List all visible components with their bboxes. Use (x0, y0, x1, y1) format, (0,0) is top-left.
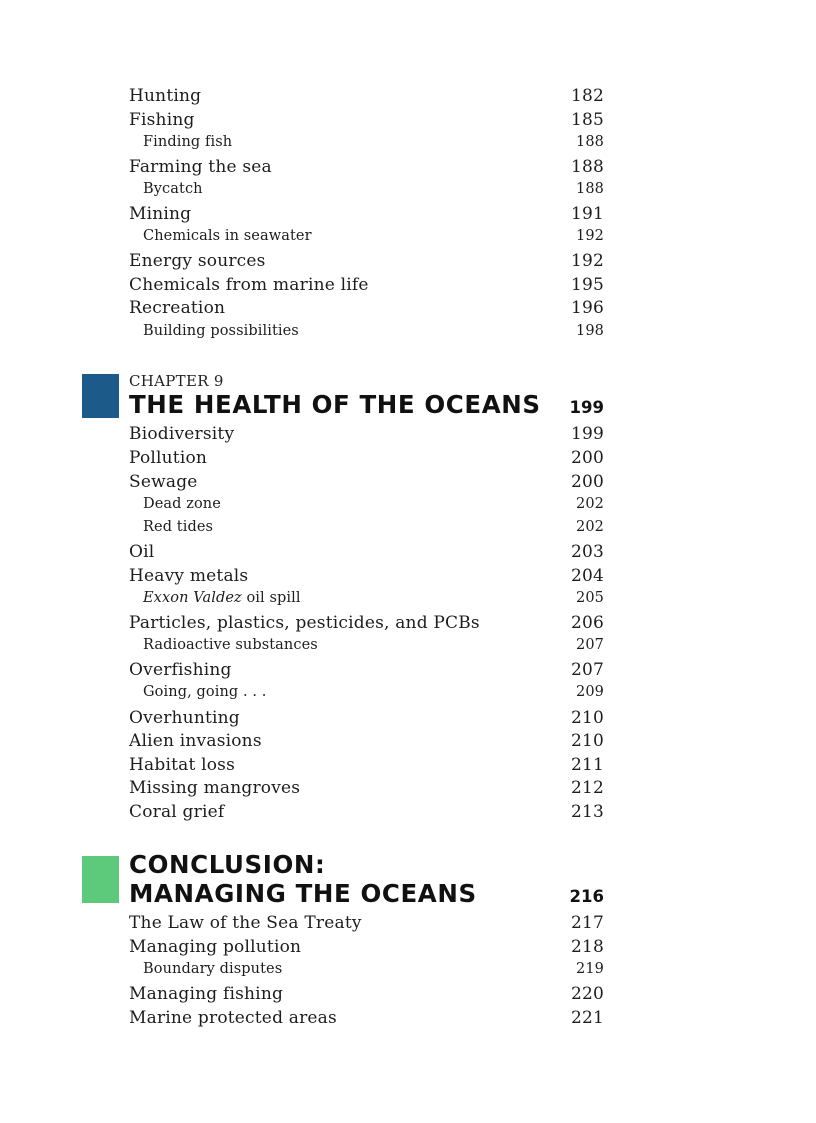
toc-entry-title-italic: Exxon Valdez (143, 590, 242, 606)
toc-entry (129, 251, 604, 275)
toc-entry (129, 566, 604, 590)
toc-subentry (143, 590, 604, 614)
chapter-9-color-block (82, 374, 119, 418)
toc-entry-title: Going, going . . . (143, 684, 267, 700)
toc-entry-title-rest: oil spill (241, 590, 301, 606)
conclusion-heading-line1[interactable] (129, 850, 604, 879)
toc-entry-title: Sewage (129, 472, 198, 492)
toc-entry-title: Overfishing (129, 660, 232, 680)
toc-entry-page: 210 (570, 708, 604, 728)
toc-entry-title: Farming the sea (129, 157, 272, 177)
toc-entry-title: Energy sources (129, 251, 266, 271)
toc-entry-page: 205 (576, 590, 604, 606)
chapter-9-label: CHAPTER 9 (129, 372, 224, 390)
toc-entry-title: Bycatch (143, 181, 203, 197)
toc-entry-title: Overhunting (129, 708, 240, 728)
toc-entry-page: 212 (570, 778, 604, 798)
toc-entry (129, 1008, 604, 1032)
toc-subentry (143, 134, 604, 158)
conclusion-color-block (82, 856, 119, 903)
toc-entry (129, 984, 604, 1008)
toc-subentry (143, 228, 604, 252)
conclusion-title-line1: CONCLUSION: (129, 850, 326, 879)
toc-entry-page: 220 (570, 984, 604, 1004)
toc-entry-page: 207 (576, 637, 604, 653)
toc-entry-page: 219 (576, 961, 604, 977)
toc-entry-title: Missing mangroves (129, 778, 301, 798)
toc-entry (129, 708, 604, 732)
toc-subentry (143, 684, 604, 708)
toc-entry-page: 188 (576, 134, 604, 150)
toc-entry-title: Boundary disputes (143, 961, 283, 977)
toc-entry-title: Hunting (129, 86, 202, 106)
toc-entry-page: 206 (570, 613, 604, 633)
toc-entry (129, 660, 604, 684)
toc-entry-title: Radioactive substances (143, 637, 318, 653)
toc-entry-title: The Law of the Sea Treaty (129, 913, 362, 933)
toc-entry-page: 192 (576, 228, 604, 244)
toc-entry (129, 613, 604, 637)
toc-entry (129, 778, 604, 802)
toc-entry (129, 86, 604, 110)
toc-entry-page: 200 (570, 472, 604, 492)
toc-entry-title: Habitat loss (129, 755, 236, 775)
toc-entry (129, 755, 604, 779)
toc-entry (129, 472, 604, 496)
toc-entry-title: Alien invasions (129, 731, 262, 751)
toc-entry (129, 448, 604, 472)
chapter-9-heading[interactable] (129, 390, 604, 419)
toc-subentry (143, 519, 604, 543)
toc-subentry (143, 496, 604, 520)
toc-entry-page: 217 (570, 913, 604, 933)
toc-entry-page: 188 (570, 157, 604, 177)
toc-entry-page: 196 (570, 298, 604, 318)
toc-entry-title: Red tides (143, 519, 214, 535)
conclusion-heading-line2[interactable] (129, 879, 604, 908)
toc-entry (129, 275, 604, 299)
toc-entry (129, 157, 604, 181)
toc-subentry (143, 323, 604, 347)
conclusion-title-line2: MANAGING THE OCEANS (129, 879, 477, 908)
toc-entry-page: 202 (576, 519, 604, 535)
toc-entry (129, 298, 604, 322)
toc-entry-page: 191 (570, 204, 604, 224)
toc-entry-page: 203 (570, 542, 604, 562)
toc-entry-title: Marine protected areas (129, 1008, 337, 1028)
toc-entry-title: Chemicals from marine life (129, 275, 369, 295)
toc-entry-title: Fishing (129, 110, 195, 130)
toc-entry-page: 185 (570, 110, 604, 130)
toc-entry-title: Chemicals in seawater (143, 228, 312, 244)
toc-entry-page: 192 (570, 251, 604, 271)
toc-entry (129, 110, 604, 134)
toc-entry-title: Dead zone (143, 496, 221, 512)
chapter-9-page: 199 (569, 398, 604, 417)
toc-entry-title: Mining (129, 204, 192, 224)
toc-entry-page: 198 (576, 323, 604, 339)
toc-entry-page: 200 (570, 448, 604, 468)
toc-entry-page: 213 (570, 802, 604, 822)
toc-entry-title: Managing fishing (129, 984, 284, 1004)
toc-entry-title: Biodiversity (129, 424, 235, 444)
toc-entry-title: Heavy metals (129, 566, 249, 586)
toc-entry (129, 424, 604, 448)
toc-entry-title: Recreation (129, 298, 226, 318)
toc-entry-title: Particles, plastics, pesticides, and PCBs (129, 613, 480, 633)
toc-entry-page: 204 (570, 566, 604, 586)
toc-entry-page: 211 (570, 755, 604, 775)
toc-entry-page: 207 (570, 660, 604, 680)
toc-entry-title: Oil (129, 542, 155, 562)
toc-entry (129, 937, 604, 961)
toc-entry-page: 199 (570, 424, 604, 444)
toc-entry-page: 182 (570, 86, 604, 106)
toc-subentry (143, 181, 604, 205)
toc-entry (129, 802, 604, 826)
toc-entry-title: Pollution (129, 448, 208, 468)
toc-entry-page: 188 (576, 181, 604, 197)
toc-entry (129, 204, 604, 228)
toc-subentry (143, 637, 604, 661)
chapter-9-title: THE HEALTH OF THE OCEANS (129, 390, 541, 419)
toc-entry-page: 221 (570, 1008, 604, 1028)
toc-entry-title: Managing pollution (129, 937, 302, 957)
toc-entry-title: Finding fish (143, 134, 233, 150)
conclusion-page: 216 (569, 887, 604, 906)
toc-entry-page: 202 (576, 496, 604, 512)
toc-entry-title: Coral grief (129, 802, 225, 822)
toc-entry-title (143, 590, 301, 606)
toc-entry-page: 195 (570, 275, 604, 295)
toc-entry-page: 209 (576, 684, 604, 700)
toc-entry (129, 913, 604, 937)
toc-entry-page: 210 (570, 731, 604, 751)
toc-entry (129, 542, 604, 566)
toc-entry-title: Building possibilities (143, 323, 299, 339)
toc-entry (129, 731, 604, 755)
toc-subentry (143, 961, 604, 985)
toc-entry-page: 218 (570, 937, 604, 957)
